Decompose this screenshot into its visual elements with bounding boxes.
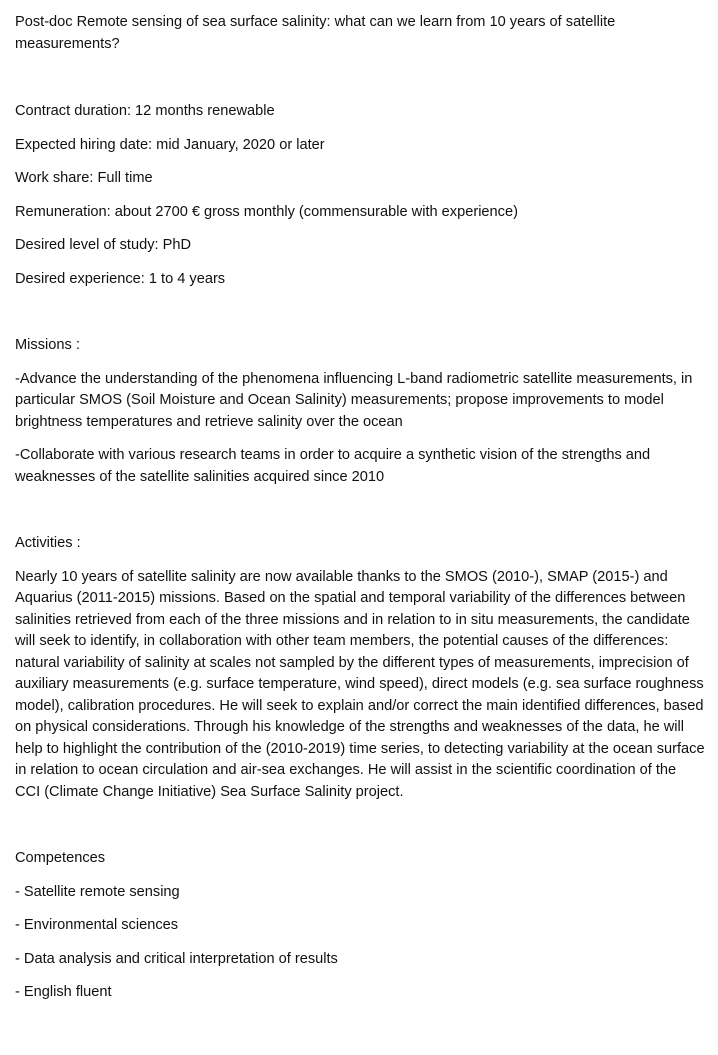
activities-heading: Activities : <box>15 535 81 551</box>
hiring-date: Expected hiring date: mid January, 2020 or later <box>15 136 325 153</box>
work-share: Work share: Full time <box>15 170 153 186</box>
remuneration: Remuneration: about 2700 € gross monthly (commensurable with experience) <box>15 203 518 220</box>
competences-heading: Competences <box>15 850 106 866</box>
posting-title: Post-doc Remote sensing of sea surface salinity: what can we learn from 10 years of satellite measurements? <box>15 14 616 52</box>
contract-duration: Contract duration: 12 months renewable <box>15 103 275 119</box>
missions-heading: Missions : <box>15 337 80 353</box>
competence-item: - Environmental sciences <box>15 917 179 933</box>
competence-item: - Data analysis and critical interpretation of results <box>15 950 338 967</box>
activities-description: Nearly 10 years of satellite salinity are now available thanks to the SMOS (2010-), SMAP (2015-) and Aquarius (2011-2015) missions. Based on the spatial and temporal variability of the differences between salinities retrieved from each of the three missions and in relation to in situ measurements, the candidate will seek to identify, in collaboration with other team members, the potential causes of the differences: natural variability of salinity at scales not sampled by the different types of measurements, imprecision of auxiliary measurements (e.g. surface temperature, wind speed), direct models (e.g. sea surface roughness model), calibration procedures. He will seek to explain and/or correct the main identified differences, based on physical considerations. Through his knowledge of the strengths and weaknesses of the data, he will help to highlight the contribution of the (2010-2019) time series, to detecting variability at the ocean surface in relation to ocean circulation and air-sea exchanges. He will assist in the scientific coordination of the CCI (Climate Change Initiative) Sea Surface Salinity project. <box>15 568 705 800</box>
experience: Desired experience: 1 to 4 years <box>15 270 226 287</box>
competence-item: - English fluent <box>15 984 112 1000</box>
competence-item: - Satellite remote sensing <box>15 883 180 900</box>
job-posting-document <box>15 12 705 1016</box>
study-level: Desired level of study: PhD <box>15 237 192 253</box>
mission-item: -Advance the understanding of the phenomena influencing L-band radiometric satellite measurements, in particular SMOS (Soil Moisture and Ocean Salinity) measurements; propose improvements to model brightness temperatures and retrieve salinity over the ocean <box>15 370 693 430</box>
mission-item: -Collaborate with various research teams in order to acquire a synthetic vision of the strengths and weaknesses of the satellite salinities acquired since 2010 <box>15 447 651 485</box>
